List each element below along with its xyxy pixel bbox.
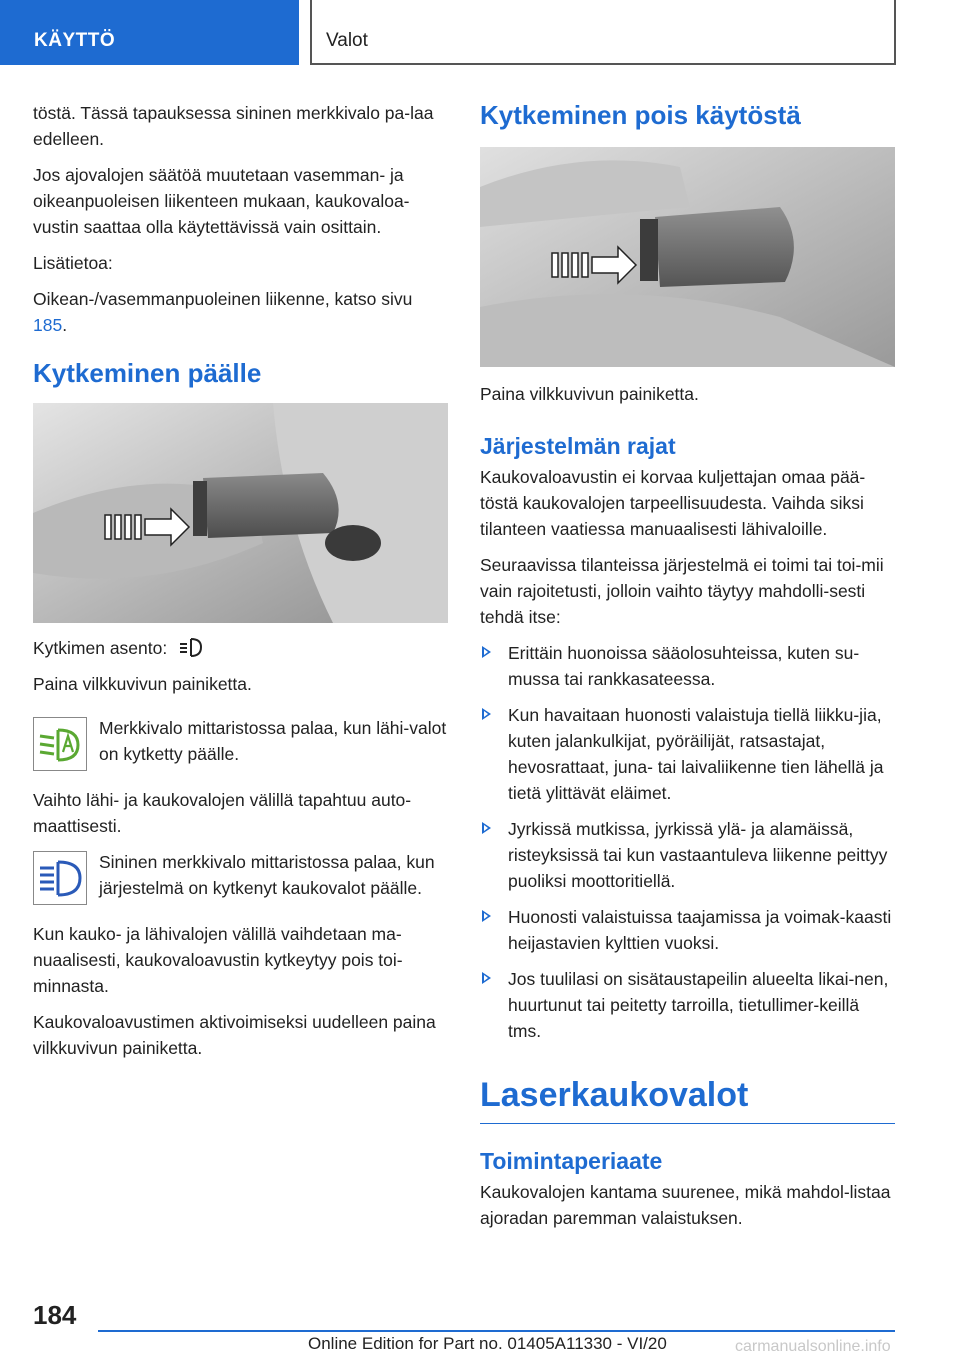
bullet-triangle-icon [482,708,491,720]
page-number: 184 [33,1300,77,1330]
heading-system-limits: Järjestelmän rajat [480,433,676,459]
footer-watermark: carmanualsonline.info [735,1338,891,1355]
bullet-triangle-icon [482,910,491,922]
header-chapter: Valot [310,0,896,65]
paragraph: Kaukovaloavustimen aktivoimiseksi uudelleen paina vilkkuvivun painiketta. [33,1012,436,1058]
list-item [480,816,895,894]
paragraph: Kaukovaloavustin ei korvaa kuljettajan omaa pää‐töstä kaukovalojen tarpeellisuudesta. Vaihda siksi tilanteen vaatiessa manuaalisesti lähivaloille. [480,467,866,539]
paragraph: töstä. Tässä tapauksessa sininen merkkivalo pa‐laa edelleen. [33,103,434,149]
paragraph: Kun kauko- ja lähivalojen välillä vaihdetaan ma‐nuaalisesti, kaukovaloavustin kytkeytyy pois toi‐minnasta. [33,924,403,996]
footer-edition: Online Edition for Part no. 01405A11330 - VI/20 [308,1334,667,1353]
paragraph: Kaukovalojen kantama suurenee, mikä mahdol‐listaa ajoradan paremman valaistuksen. [480,1182,891,1228]
indicator-text: Sininen merkkivalo mittaristossa palaa, kun järjestelmä on kytkenyt kaukovalot päälle. [99,852,435,898]
list-item [480,904,895,956]
bullet-triangle-icon [482,972,491,984]
heading-switch-on: Kytkeminen päälle [33,358,262,388]
list-item [480,966,895,1044]
indicator-text: Merkkivalo mittaristossa palaa, kun lähi‐valot on kytketty päälle. [99,718,447,764]
footer-divider [98,1330,895,1332]
list-item-text: Jos tuulilasi on sisätaustapeilin alueelta likai‐nen, huurtunut tai peitetty tarroilla, tietullimer‐keillä tms. [508,969,889,1041]
reference-end: . [62,315,68,335]
list-item-text: Erittäin huonoissa sääolosuhteissa, kuten su‐mussa tai rankkasateessa. [508,643,860,689]
page-link[interactable]: 185 [33,315,63,335]
high-beam-icon [33,851,87,905]
paragraph: Jos ajovalojen säätöä muutetaan vasemman- ja oikeanpuoleisen liikenteen mukaan, kaukovaloa‐vustin saattaa olla käytettävissä vain osittain. [33,165,410,237]
bullet-triangle-icon [482,822,491,834]
header-section: KÄYTTÖ [0,0,299,65]
list-item-text: Jyrkissä mutkissa, jyrkissä ylä- ja alamäissä, risteyksissä tai kun vastaantuleva liikenne peittyy puoliksi moottoritiellä. [508,819,888,891]
switch-position-label: Kytkimen asento: [33,638,168,658]
instruction: Paina vilkkuvivun painiketta. [33,674,252,694]
left-column [33,100,448,1071]
indicator-row-high-beam [33,849,448,905]
instruction: Paina vilkkuvivun painiketta. [480,384,699,404]
reference-text: Oikean-/vasemmanpuoleinen liikenne, katso sivu [33,289,413,309]
list-item [480,702,895,806]
heading-principle: Toimintaperiaate [480,1148,663,1174]
headlight-auto-icon [178,636,204,658]
bullet-triangle-icon [482,646,491,658]
paragraph: Vaihto lähi- ja kaukovalojen välillä tapahtuu auto‐maattisesti. [33,790,412,836]
stalk-button-photo-off [480,147,895,367]
paragraph-reference [33,286,448,338]
list-item [480,640,895,692]
paragraph: Seuraavissa tilanteissa järjestelmä ei toimi tai toi‐mii vain rajoitetusti, jolloin vaihto täytyy mahdolli‐sesti tehdä itse: [480,555,884,627]
list-item-text: Huonosti valaistuissa taajamissa ja voimak‐kaasti heijastavien kylttien vuoksi. [508,907,892,953]
switch-position [33,635,448,661]
paragraph: Lisätietoa: [33,253,113,273]
right-column [480,100,895,1241]
stalk-button-photo-on [33,403,448,623]
indicator-row-low-beam [33,715,448,771]
heading-laser-high-beams: Laserkaukovalot [480,1076,895,1124]
limits-list [480,640,895,1044]
list-item-text: Kun havaitaan huonosti valaistuja tiellä liikku‐jia, kuten jalankulkijat, pyöräilijät, ratsastajat, hevosrattaat, juna- tai laivaliikenne tien lähellä ja tietä ylittävät eläimet. [508,705,884,803]
heading-switch-off: Kytkeminen pois käytöstä [480,100,801,130]
low-beam-assist-icon [33,717,87,771]
